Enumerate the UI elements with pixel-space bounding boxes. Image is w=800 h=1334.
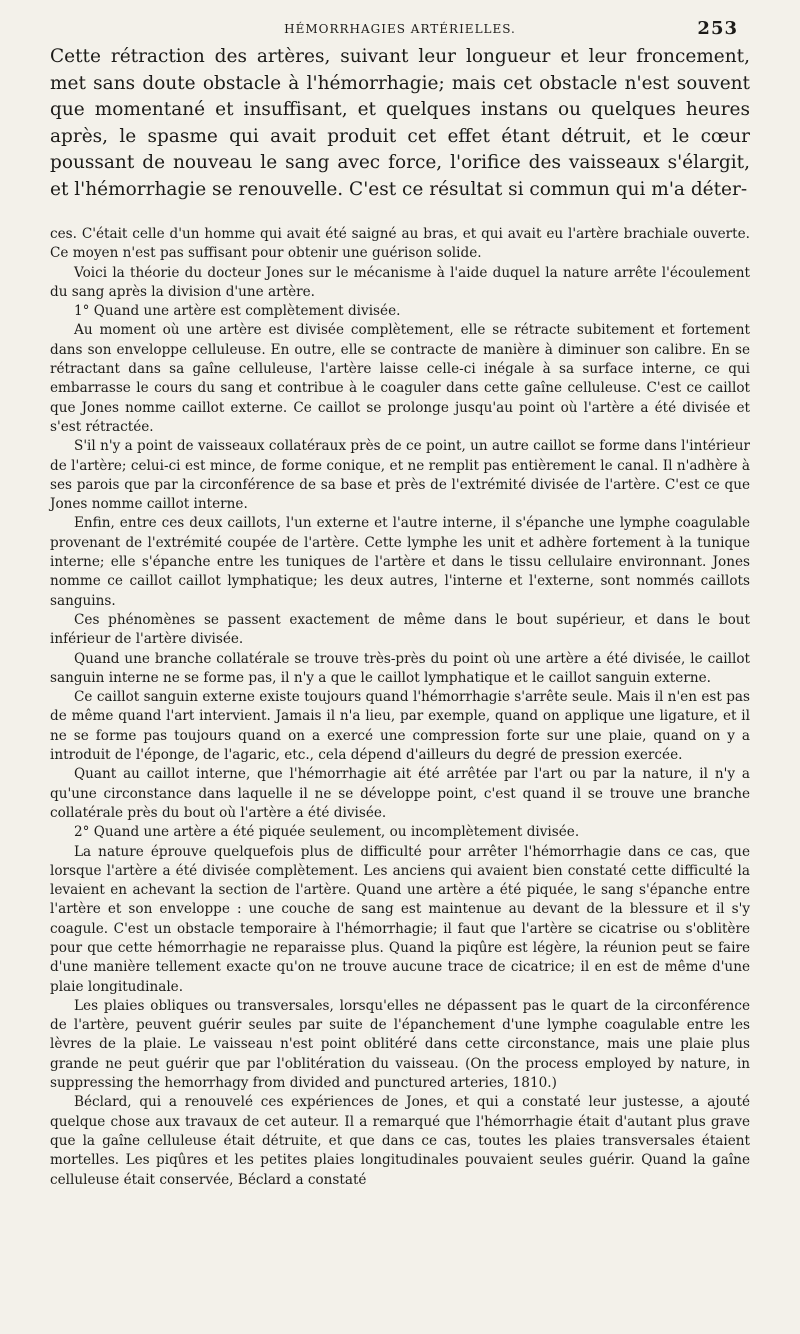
page-number: 253 (697, 18, 738, 39)
note-paragraph: S'il n'y a point de vaisseaux collatéraux près de ce point, un autre caillot se forme dans l'intérieur de l'artère; celui-ci est mince, de forme conique, et ne remplit pas entièrement le canal. Il n'adhère à ses parois que par la circonférence de sa base et près de l'extrémité divisée de l'artère. C'est ce que Jones nomme caillot interne. (50, 438, 750, 513)
note-paragraph: Ces phénomènes se passent exactement de même dans le bout supérieur, et dans le bout inférieur de l'artère divisée. (50, 611, 750, 648)
main-text (50, 44, 750, 203)
note-paragraph: 2° Quand une artère a été piquée seulement, ou incomplètement divisée. (74, 824, 580, 841)
note-paragraph: Voici la théorie du docteur Jones sur le mécanisme à l'aide duquel la nature arrête l'écoulement du sang après la division d'une artère. (50, 264, 750, 300)
main-paragraph: Cette rétraction des artères, suivant leur longueur et leur froncement, met sans doute obstacle à l'hémorrhagie; mais cet obstacle n'est souvent que momentané et insuffisant, et quelques instans ou quelques heures après, le spasme qui avait produit cet effet étant détruit, et le cœur poussant de nouveau le sang avec force, l'orifice des vaisseaux s'élargit, et l'hémorrhagie se renouvelle. C'est ce résultat si commun qui m'a déter- (50, 46, 750, 200)
note-paragraph: Quant au caillot interne, que l'hémorrhagie ait été arrêtée par l'art ou par la nature, il n'y a qu'une circonstance dans laquelle il ne se développe point, c'est quand il se trouve une branche collatérale près du bout où l'artère a été divisée. (50, 766, 750, 821)
note-paragraph: Quand une branche collatérale se trouve très-près du point où une artère a été divisée, le caillot sanguin interne ne se forme pas, il n'y a que le caillot lymphatique et le caillot sanguin externe. (50, 650, 750, 686)
note-paragraph: Enfin, entre ces deux caillots, l'un externe et l'autre interne, il s'épanche une lymphe coagulable provenant de l'extrémité coupée de l'artère. Cette lymphe les unit et adhère fortement à la tunique interne; elle s'épanche entre les tuniques de l'artère et dans le tissu cellulaire environnant. Jones nomme ce caillot caillot lymphatique; les deux autres, l'interne et l'externe, sont nommés caillots sanguins. (50, 515, 750, 609)
running-title: HÉMORRHAGIES ARTÉRIELLES. (284, 22, 516, 36)
note-paragraph: 1° Quand une artère est complètement divisée. (74, 303, 401, 320)
page-header (50, 18, 750, 44)
footnotes (50, 225, 750, 1190)
note-paragraph: Béclard, qui a renouvelé ces expériences de Jones, et qui a constaté leur justesse, a ajouté quelque chose aux travaux de cet auteur. Il a remarqué que l'hémorrhagie était d'autant plus grave que la gaîne celluleuse était détruite, et que dans ce cas, toutes les plaies transversales étaient mortelles. Les piqûres et les petites plaies longitudinales pouvaient seules guérir. Quand la gaîne celluleuse était conservée, Béclard a constaté (50, 1094, 750, 1188)
note-paragraph: Les plaies obliques ou transversales, lorsqu'elles ne dépassent pas le quart de la circonférence de l'artère, peuvent guérir seules par suite de l'épanchement d'une lymphe coagulable entre les lèvres de la plaie. Le vaisseau n'est point oblitéré dans cette circonstance, mais une plaie plus grande ne peut guérir que par l'oblitération du vaisseau. (On the process employed by nature, in suppressing the hemorrhagy from divided and punctured arteries, 1810.) (50, 997, 750, 1092)
note-paragraph: La nature éprouve quelquefois plus de difficulté pour arrêter l'hémorrhagie dans ce cas, que lorsque l'artère a été divisée complètement. Les anciens qui avaient bien constaté cette difficulté la levaient en achevant la section de l'artère. Quand une artère a été piquée, le sang s'épanche entre l'artère et son enveloppe : une couche de sang est maintenue au devant de la blessure et il s'y coagule. C'est un obstacle temporaire à l'hémorrhagie; il faut que l'artère se cicatrise ou s'oblitère pour que cette hémorrhagie ne reparaisse plus. Quand la piqûre est légère, la réunion peut se faire d'une manière tellement exacte qu'on ne trouve aucune trace de cicatrice; il en est de même d'une plaie longitudinale. (50, 843, 750, 995)
note-paragraph: Ce caillot sanguin externe existe toujours quand l'hémorrhagie s'arrête seule. Mais il n'en est pas de même quand l'art intervient. Jamais il n'a lieu, par exemple, quand on applique une ligature, et il ne se forme pas toujours quand on a exercé une compression forte sur une plaie, quand on y a introduit de l'éponge, de l'agaric, etc., cela dépend d'ailleurs du degré de pression exercée. (50, 689, 750, 764)
note-paragraph: ces. C'était celle d'un homme qui avait été saigné au bras, et qui avait eu l'artère brachiale ouverte. Ce moyen n'est pas suffisant pour obtenir une guérison solide. (50, 226, 750, 262)
note-paragraph: Au moment où une artère est divisée complètement, elle se rétracte subitement et fortement dans son enveloppe celluleuse. En outre, elle se contracte de manière à diminuer son calibre. En se rétractant dans sa gaîne celluleuse, l'artère laisse celle-ci inégale à sa surface interne, ce qui embarrasse le cours du sang et contribue à le coaguler dans cette gaîne celluleuse. C'est ce caillot que Jones nomme caillot externe. Ce caillot se prolonge jusqu'au point où l'artère a été divisée et s'est rétractée. (50, 322, 750, 435)
